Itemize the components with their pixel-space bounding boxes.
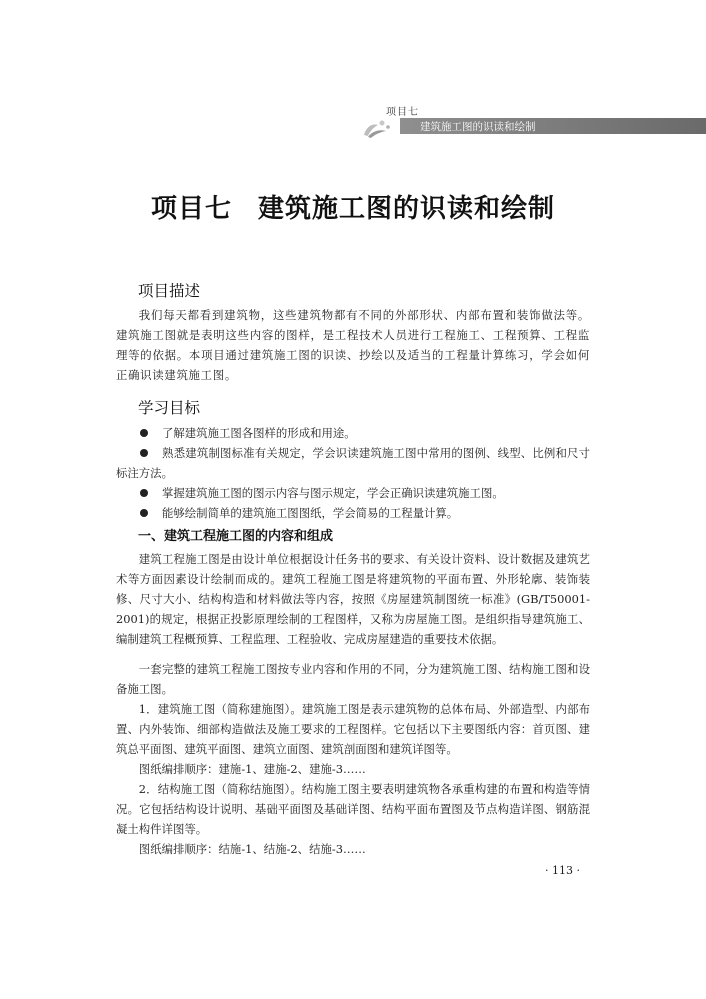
objective-text: 能够绘制简单的建筑施工图图纸，学会简易的工程量计算。 xyxy=(162,506,459,520)
body-paragraph: 一套完整的建筑工程施工图按专业内容和作用的不同，分为建筑施工图、结构施工图和设备施工图。 xyxy=(116,662,590,696)
title-project-name: 建筑施工图的识读和绘制 xyxy=(258,194,556,224)
objectives-heading: 学习目标 xyxy=(138,399,201,417)
description-heading: 项目描述 xyxy=(138,282,201,300)
body-paragraph: 2．结构施工图（简称结施图）。结构施工图主要表明建筑物各承重构建的布置和构造等情况。它包括结构设计说明、基础平面图及基础详图、结构平面布置图及节点构造详图、钢筋混凝土构件详图等。 xyxy=(116,782,590,836)
body-paragraph: 建筑工程施工图是由设计单位根据设计任务书的要求、有关设计资料、设计数据及建筑艺术等方面因素设计绘制而成的。建筑工程施工图是将建筑物的平面布置、外形轮廓、装饰装修、尺寸大小、结构构造和材料做法等内容，按照《房屋建筑制图统一标准》(GB/T50001-2001)的规定，根据正投影原理绘制的工程图样，又称为房屋施工图。是组织指导建筑施工、编制建筑工程概预算、工程监理、工程验收、完成房屋建造的重要技术依据。 xyxy=(116,552,590,646)
objective-item xyxy=(116,423,590,443)
objective-text: 了解建筑施工图各图样的形成和用途。 xyxy=(162,426,356,440)
running-header xyxy=(352,101,706,139)
header-bar-text: 建筑施工图的识读和绘制 xyxy=(420,121,536,133)
objective-text: 熟悉建筑制图标准有关规定，学会识读建筑施工图中常用的图例、线型、比例和尺寸标注方法。 xyxy=(116,446,590,480)
body-paragraph: 图纸编排顺序：建施-1、建施-2、建施-3…… xyxy=(138,762,366,776)
title-project-number: 项目七 xyxy=(150,194,232,224)
bullet-icon xyxy=(140,429,148,437)
description-paragraph: 我们每天都看到建筑物，这些建筑物都有不同的外部形状、内部布置和装饰做法等。建筑施工图就是表明这些内容的图样，是工程技术人员进行工程施工、工程预算、工程监理等的依据。本项目通过建筑施工图的识读、抄绘以及适当的工程量计算练习，学会如何正确识读建筑施工图。 xyxy=(116,308,590,382)
bullet-icon xyxy=(140,449,148,457)
objective-item xyxy=(116,503,590,523)
bullet-icon xyxy=(140,489,148,497)
objective-item xyxy=(116,443,590,483)
body-paragraph: 图纸编排顺序：结施-1、结施-2、结施-3…… xyxy=(138,842,366,856)
page-title xyxy=(0,188,706,225)
header-project-label: 项目七 xyxy=(386,107,419,118)
body-paragraph: 1．建筑施工图（简称建施图）。建筑施工图是表示建筑物的总体布局、外部造型、内部布置、内外装饰、细部构造做法及施工要求的工程图样。它包括以下主要图纸内容：首页图、建筑总平面图、建筑平面图、建筑立面图、建筑剖面图和建筑详图等。 xyxy=(116,702,590,756)
header-bar xyxy=(400,118,706,134)
page-number: · 113 · xyxy=(545,864,580,877)
objective-item xyxy=(116,483,590,503)
section-heading: 一、建筑工程施工图的内容和组成 xyxy=(138,529,334,544)
leaf-ornament-icon xyxy=(358,117,398,139)
bullet-icon xyxy=(140,509,148,517)
objective-text: 掌握建筑施工图的图示内容与图示规定，学会正确识读建筑施工图。 xyxy=(162,486,504,500)
